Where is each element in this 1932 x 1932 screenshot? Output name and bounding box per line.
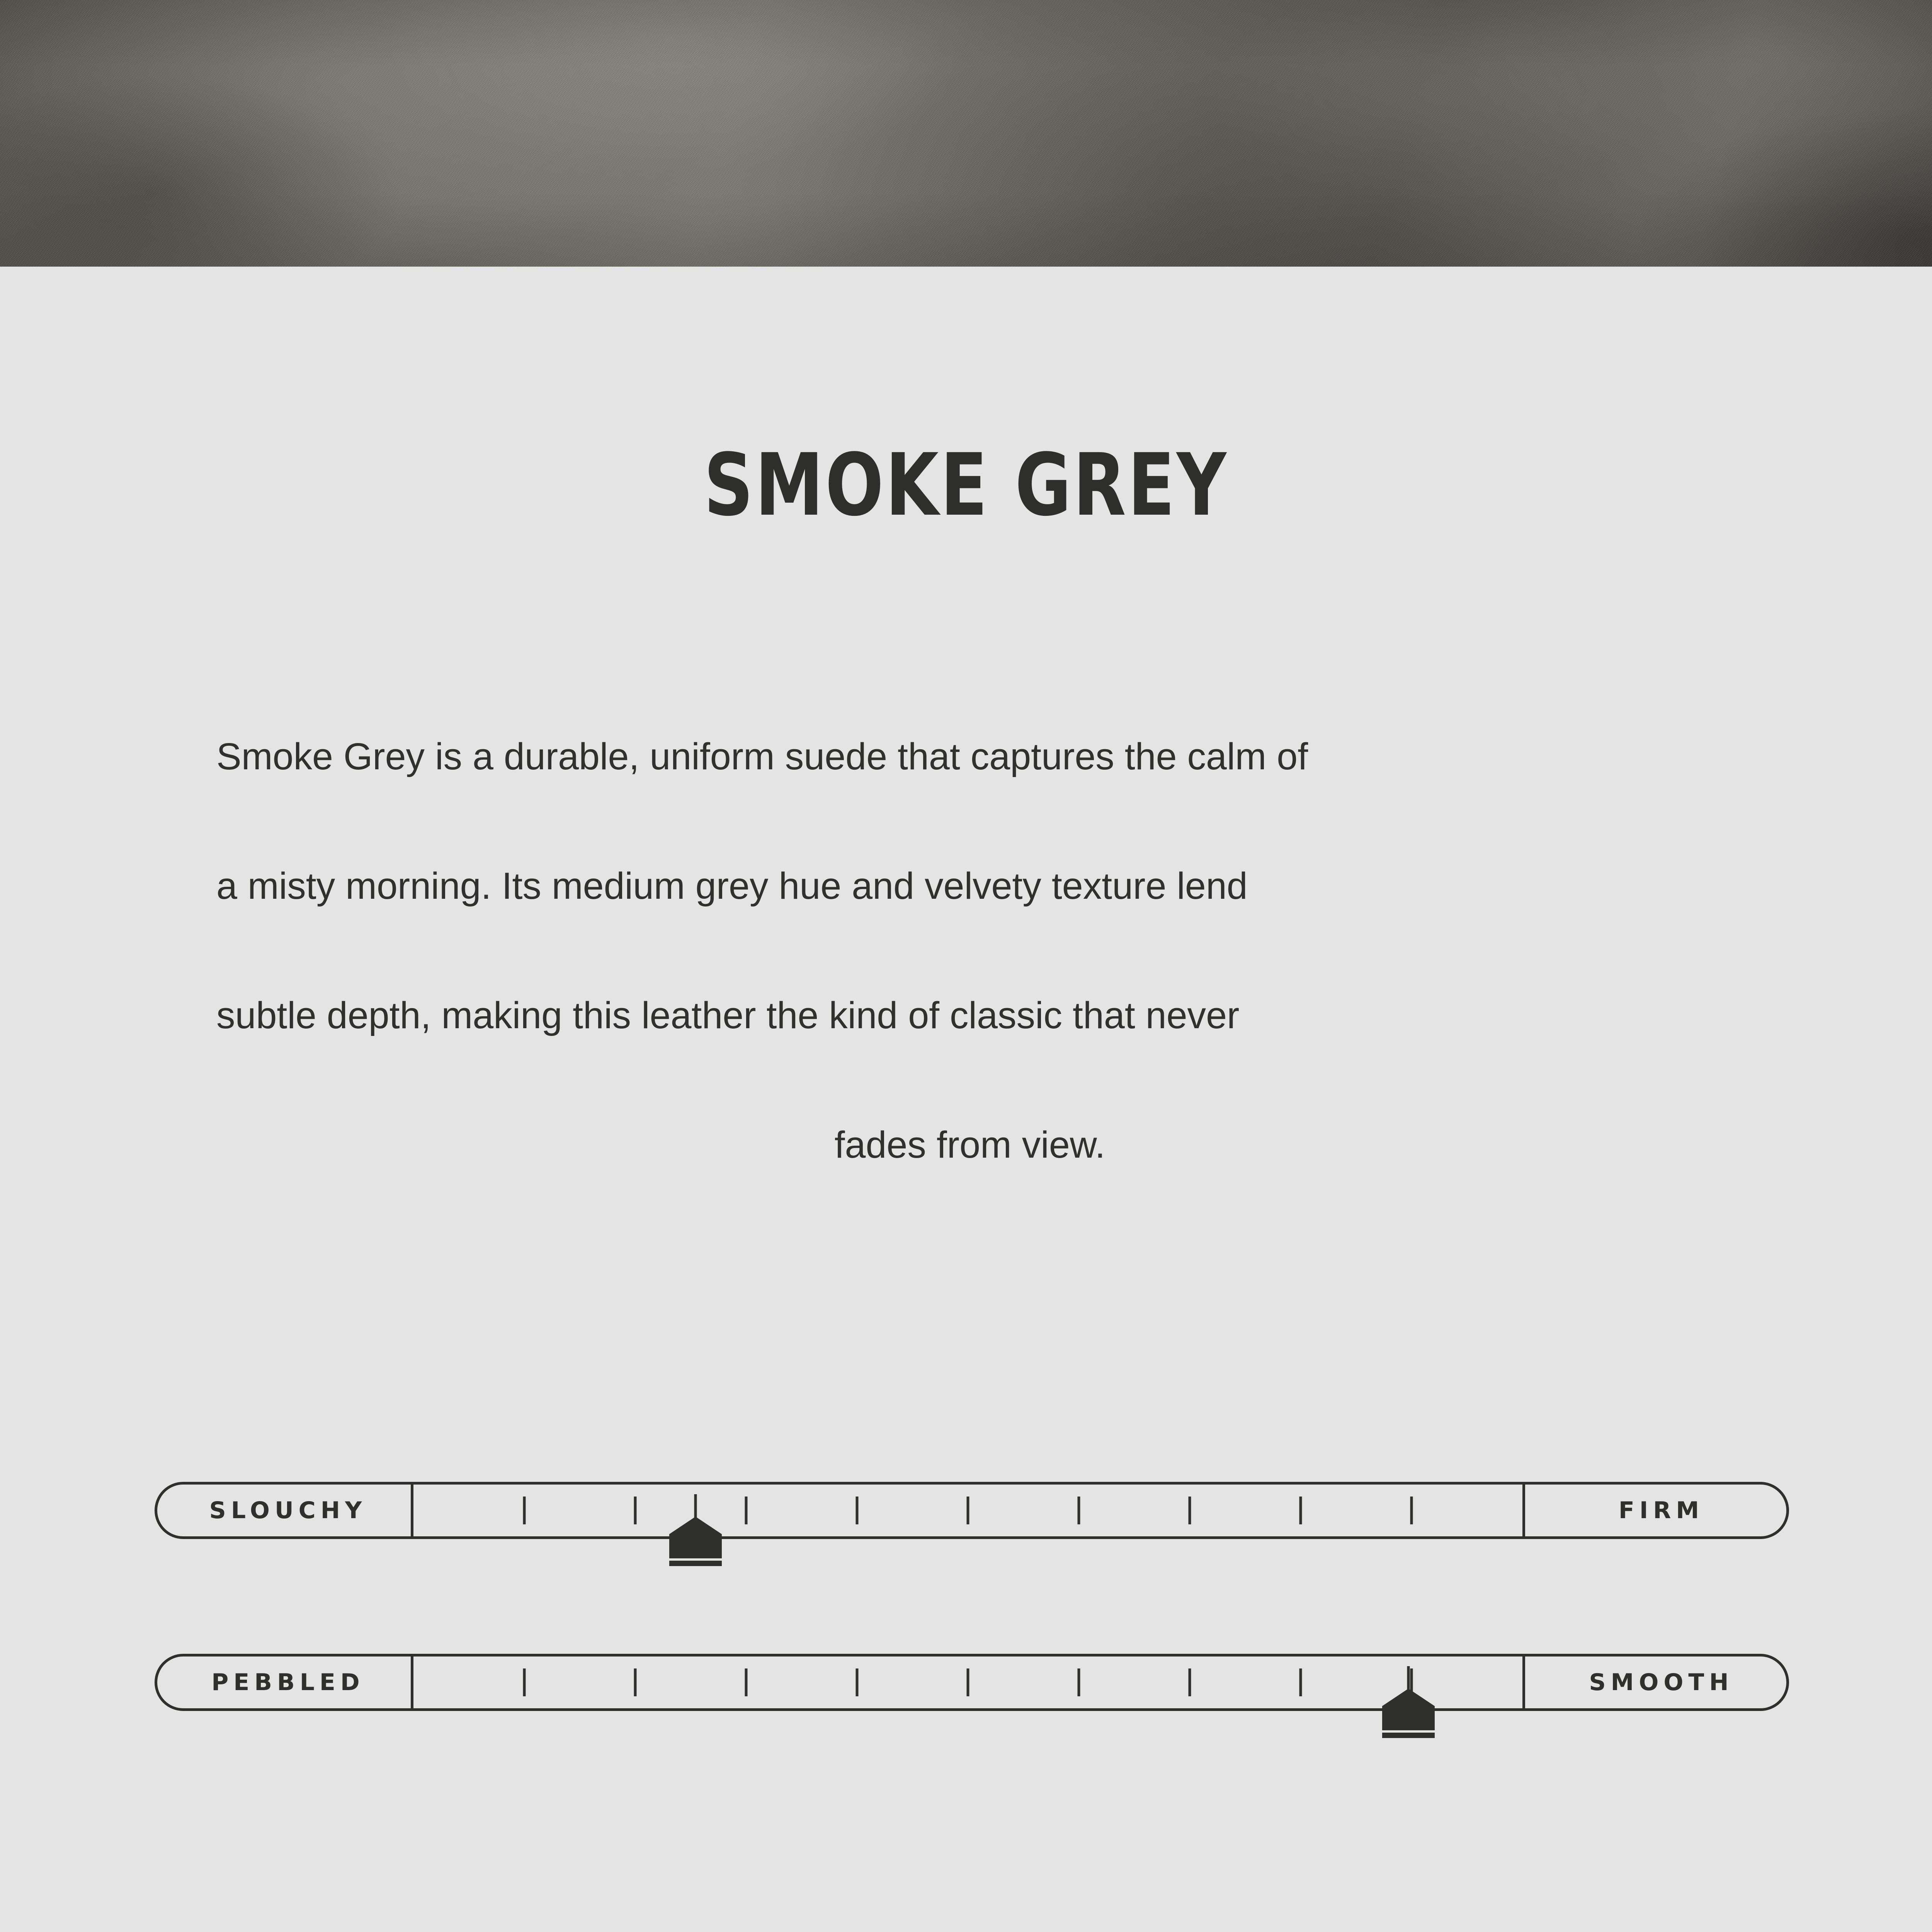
tick-mark [745,1497,748,1524]
description-line-1: Smoke Grey is a durable, uniform suede that captures the calm of [216,735,1308,777]
tick-mark [523,1497,526,1524]
tick-mark [1299,1497,1302,1524]
tick-mark [745,1668,748,1696]
description-line-2: a misty morning. Its medium grey hue and velvety texture lend [216,865,1248,907]
slider-structure-right-label: FIRM [1522,1482,1789,1539]
tick-mark [967,1668,969,1696]
slider-structure-handle[interactable] [665,1494,726,1568]
tick-mark [634,1668,637,1696]
handle-base-line [1382,1733,1435,1738]
tick-mark [1078,1497,1080,1524]
slider-texture-ticks [413,1654,1522,1711]
tick-mark [856,1497,859,1524]
slider-structure-ticks [413,1482,1522,1539]
description-line-4: fades from view. [834,1124,1105,1166]
tick-mark [856,1668,859,1696]
tick-mark [1189,1668,1191,1696]
tick-mark [1410,1497,1413,1524]
tick-mark [967,1497,969,1524]
handle-pin [1382,1689,1435,1730]
page-title: SMOKE GREY [704,435,1228,535]
swatch-vignette [0,0,1932,267]
slider-texture-handle[interactable] [1378,1666,1439,1740]
tick-mark [1189,1497,1191,1524]
slider-structure-left-label: SLOUCHY [155,1482,413,1539]
slider-texture[interactable] [155,1654,1789,1712]
description-line-3: subtle depth, making this leather the kind of classic that never [216,994,1240,1036]
tick-mark [634,1497,637,1524]
description-text [216,692,1723,1209]
slider-structure[interactable] [155,1482,1789,1540]
leather-swatch-image [0,0,1932,267]
slider-texture-right-label: SMOOTH [1522,1654,1789,1711]
handle-base-line [669,1561,722,1566]
slider-texture-left-label: PEBBLED [155,1654,413,1711]
tick-mark [1299,1668,1302,1696]
tick-mark [1078,1668,1080,1696]
handle-pin [669,1517,722,1558]
tick-mark [523,1668,526,1696]
